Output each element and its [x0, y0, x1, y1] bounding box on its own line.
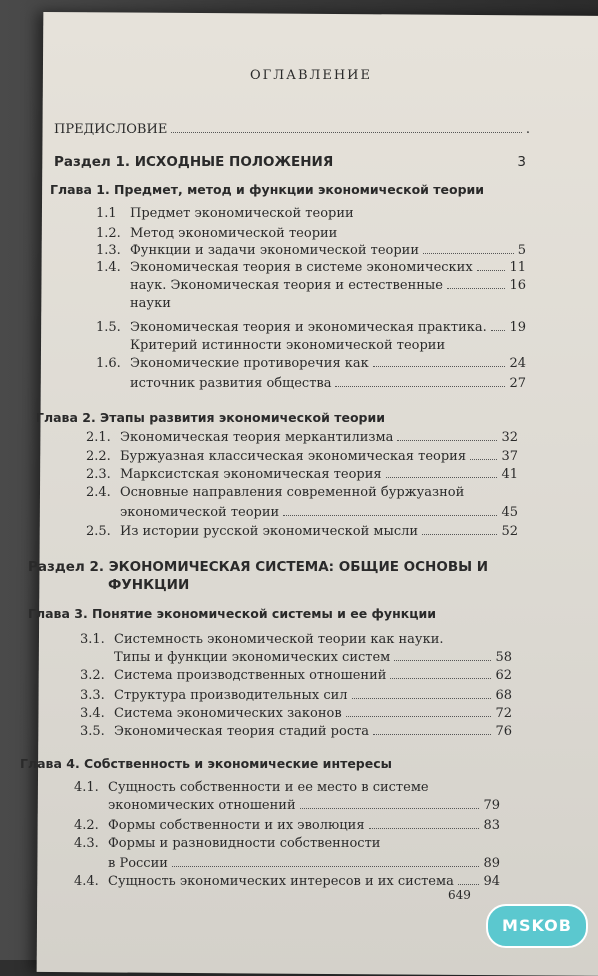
entry-number: 2.5.: [86, 524, 111, 539]
toc-entry: [96, 243, 526, 258]
dot-leader: [171, 132, 522, 133]
dot-leader: [300, 808, 480, 809]
toc-entry: [96, 320, 526, 335]
toc-entry: [86, 505, 518, 520]
entry-title: Экономическая теория меркантилизма: [120, 430, 394, 445]
toc-title: ОГЛАВЛЕНИЕ: [250, 68, 373, 83]
dot-leader: [491, 330, 506, 331]
entry-number: 2.1.: [86, 430, 111, 445]
entry-number: 3.5.: [80, 724, 105, 739]
entry-title: Системность экономической теории как науки.: [114, 632, 444, 647]
entry-number: 1.3.: [96, 243, 121, 258]
entry-title: Система экономических законов: [114, 706, 342, 721]
chapter-3-heading: Глава 3. Понятие экономической системы и ее функции: [28, 606, 436, 621]
entry-number: 4.3.: [74, 836, 99, 851]
dot-leader: [172, 866, 480, 867]
toc-entry: [74, 856, 500, 871]
dot-leader: [373, 734, 491, 735]
page-ref: 3: [517, 154, 526, 170]
dot-leader: [422, 534, 497, 535]
entry-number: 3.4.: [80, 706, 105, 721]
toc-entry: [74, 818, 500, 833]
toc-entry: [86, 449, 518, 464]
page-ref: 52: [501, 524, 518, 539]
entry-title: Экономическая теория в системе экономических: [130, 260, 473, 275]
dot-leader: [373, 366, 506, 367]
page-ref: 72: [495, 706, 512, 721]
toc-entry: [96, 226, 526, 241]
page-ref: 27: [509, 376, 526, 391]
toc-entry: [80, 650, 512, 665]
mskob-watermark-logo: MSKOB: [486, 904, 588, 948]
toc-entry: [96, 206, 526, 221]
entry-title: наук. Экономическая теория и естественные: [130, 278, 443, 293]
toc-entry: [74, 798, 500, 813]
dot-leader: [477, 270, 506, 271]
toc-entry: [86, 430, 518, 445]
page-ref: 89: [483, 856, 500, 871]
chapter-1-heading: Глава 1. Предмет, метод и функции экономической теории: [50, 182, 485, 197]
dot-leader: [470, 459, 497, 460]
section-2-heading-line2: ФУНКЦИИ: [108, 577, 190, 593]
entry-title: Формы и разновидности собственности: [108, 836, 381, 851]
toc-entry: [96, 338, 526, 353]
entry-title: Система производственных отношений: [114, 668, 387, 683]
toc-entry: [96, 376, 526, 391]
page-ref: 45: [501, 505, 518, 520]
entry-number: 2.3.: [86, 467, 111, 482]
entry-title: науки: [130, 296, 171, 311]
entry-title: Функции и задачи экономической теории: [130, 243, 420, 258]
entry-title: Критерий истинности экономической теории: [130, 338, 446, 353]
dot-leader: [447, 288, 506, 289]
dot-leader: [352, 698, 492, 699]
toc-entry: [74, 780, 500, 795]
section-2-heading-line1: Раздел 2. ЭКОНОМИЧЕСКАЯ СИСТЕМА: ОБЩИЕ ОСНОВЫ И: [28, 559, 489, 575]
page-ref: 76: [495, 724, 512, 739]
toc-entry: [80, 706, 512, 721]
toc-entry: [86, 485, 518, 500]
section-label: Раздел 1. ИСХОДНЫЕ ПОЛОЖЕНИЯ: [54, 154, 334, 170]
toc-entry: [80, 724, 512, 739]
dot-leader: [346, 716, 492, 717]
entry-title: Типы и функции экономических систем: [114, 650, 391, 665]
entry-title: экономических отношений: [108, 798, 296, 813]
entry-title: Сущность собственности и ее место в системе: [108, 780, 429, 795]
entry-title: Сущность экономических интересов и их система: [108, 874, 454, 889]
page-ref: 68: [495, 688, 512, 703]
entry-number: 1.1: [96, 206, 117, 221]
page-ref: 58: [495, 650, 512, 665]
dot-leader: [390, 678, 491, 679]
dot-leader: [394, 660, 491, 661]
entry-number: 4.4.: [74, 874, 99, 889]
page-ref: 32: [501, 430, 518, 445]
entry-title: источник развития общества: [130, 376, 332, 391]
page-ref: .: [525, 122, 530, 137]
entry-title: Экономическая теория и экономическая практика.: [130, 320, 487, 335]
page-ref: 83: [483, 818, 500, 833]
entry-title: Структура производительных сил: [114, 688, 348, 703]
toc-entry: [80, 632, 512, 647]
dot-leader: [423, 253, 514, 254]
dot-leader: [386, 477, 498, 478]
preface-entry: [54, 122, 530, 137]
dot-leader: [369, 828, 480, 829]
toc-entry: [96, 278, 526, 293]
section-1-heading: [54, 155, 526, 170]
toc-entry: [96, 296, 526, 311]
entry-title: Марксистская экономическая теория: [120, 467, 382, 482]
entry-title: Экономическая теория стадий роста: [114, 724, 370, 739]
entry-title: Метод экономической теории: [130, 226, 338, 241]
entry-number: 4.1.: [74, 780, 99, 795]
toc-entry: [86, 467, 518, 482]
dot-leader: [283, 515, 497, 516]
toc-entry: [74, 874, 500, 889]
entry-title: Формы собственности и их эволюция: [108, 818, 365, 833]
entry-number: 1.2.: [96, 226, 121, 241]
chapter-2-heading: Глава 2. Этапы развития экономической теории: [36, 410, 385, 425]
dot-leader: [397, 440, 497, 441]
toc-entry: [80, 688, 512, 703]
entry-number: 1.6.: [96, 356, 121, 371]
entry-number: 3.2.: [80, 668, 105, 683]
page-ref: 5: [517, 243, 526, 258]
entry-title: Предмет экономической теории: [130, 206, 354, 221]
toc-entry: [86, 524, 518, 539]
toc-entry: [80, 668, 512, 683]
dot-leader: [458, 884, 480, 885]
entry-title: Основные направления современной буржуазной: [120, 485, 465, 500]
entry-number: 2.4.: [86, 485, 111, 500]
toc-entry: [96, 356, 526, 371]
page-ref: 41: [501, 467, 518, 482]
entry-title: в России: [108, 856, 168, 871]
page-ref: 11: [509, 260, 526, 275]
page-ref: 37: [501, 449, 518, 464]
page-number: 649: [448, 888, 471, 902]
page-ref: 24: [509, 356, 526, 371]
entry-title: Из истории русской экономической мысли: [120, 524, 419, 539]
page-ref: 62: [495, 668, 512, 683]
toc-entry: [74, 836, 500, 851]
dot-leader: [335, 386, 505, 387]
entry-title: Буржуазная классическая экономическая теория: [120, 449, 467, 464]
entry-number: 4.2.: [74, 818, 99, 833]
page-ref: 19: [509, 320, 526, 335]
page-ref: 16: [509, 278, 526, 293]
entry-number: 3.3.: [80, 688, 105, 703]
entry-number: 1.5.: [96, 320, 121, 335]
page-ref: 79: [483, 798, 500, 813]
entry-title: Экономические противоречия как: [130, 356, 369, 371]
entry-title: экономической теории: [120, 505, 280, 520]
page-ref: 94: [483, 874, 500, 889]
entry-number: 1.4.: [96, 260, 121, 275]
toc-entry: [96, 260, 526, 275]
entry-number: 2.2.: [86, 449, 111, 464]
chapter-4-heading: Глава 4. Собственность и экономические интересы: [20, 756, 392, 771]
entry-number: 3.1.: [80, 632, 105, 647]
preface-label: ПРЕДИСЛОВИЕ: [54, 122, 168, 137]
